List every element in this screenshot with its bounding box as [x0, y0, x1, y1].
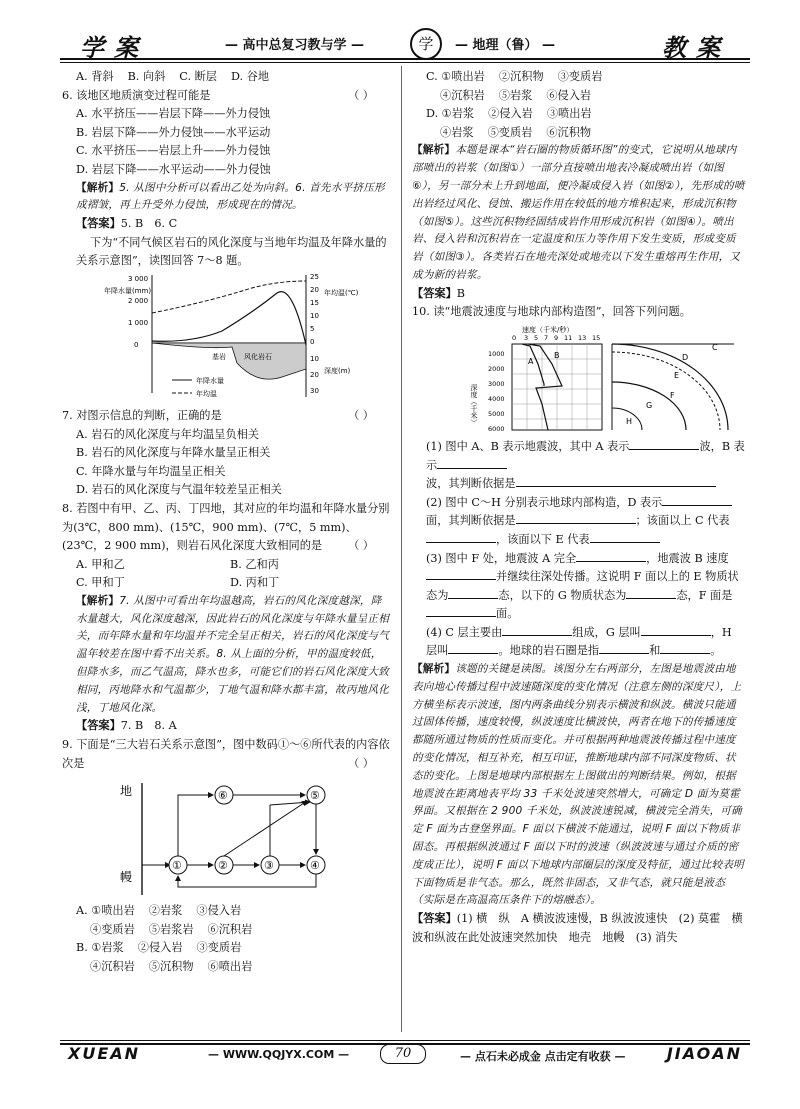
page-header: [60, 28, 750, 64]
q9-option-d-line2: ④岩浆 ⑤变质岩 ⑥沉积物: [440, 125, 592, 139]
q78-analysis: 【解析】7. 从图中可看出年均温越高，岩石的风化深度越深，降水量越大，风化深度越深，因此岩石的风化深度与年降水量呈正相关，而年降水量和年均温并不完全呈正相关，岩石的风化深度与气温年较差在图中看不出关系。8. 从上面的分析，甲的温度较低，但降水多，而乙气温高，降水也多，可能它们的岩石风化深度大致相同，丙地降水和气温都少，丁地气温和降水都丰富，故丙地风化浅，丁地风化深。: [76, 594, 390, 714]
svg-text:3: 3: [524, 333, 529, 342]
q9-option-c-line1: C. ①喷出岩 ②沉积物 ③变质岩: [426, 70, 603, 83]
svg-text:4000: 4000: [488, 394, 505, 403]
svg-text:1 000: 1 000: [128, 318, 149, 327]
svg-text:2 000: 2 000: [128, 296, 149, 305]
speed-axis-title: 速度（千米/秒）: [522, 325, 574, 334]
footer-url: — WWW.QQJYX.COM —: [208, 1048, 350, 1061]
q5-option-c: C. 断层: [179, 70, 217, 83]
q9-option-c-line2: ④沉积岩 ⑤岩浆 ⑥侵入岩: [440, 88, 592, 102]
header-brand-right: 教案: [662, 33, 730, 62]
q5-option-b: B. 向斜: [127, 70, 166, 83]
depth-axis-title-fig3: 深度（千米）: [470, 383, 478, 426]
page-footer: [60, 1040, 750, 1070]
q10-part4: (4) C 层主要由 组成，G 层叫 ，H 层叫 。地球的岩石圈是指 和 。: [426, 625, 732, 658]
header-rule: [60, 58, 750, 60]
q9-answer: 【答案】B: [412, 286, 465, 300]
precip-axis-title: 年降水量(mm): [104, 286, 152, 295]
q8-option-c: C. 甲和丁: [76, 576, 125, 590]
footer-brand-left: XUEAN: [68, 1044, 141, 1063]
q9-option-d-line1: D. ①岩浆 ②侵入岩 ③喷出岩: [426, 107, 592, 121]
header-rule-thin: [60, 62, 750, 63]
layer-label-c: C: [712, 342, 718, 352]
svg-text:0: 0: [134, 340, 139, 349]
svg-text:2000: 2000: [488, 364, 505, 373]
svg-text:6000: 6000: [488, 424, 505, 433]
svg-text:③: ③: [264, 859, 274, 873]
svg-text:20: 20: [310, 370, 319, 379]
svg-text:5000: 5000: [488, 409, 505, 418]
header-subject: — 地理（鲁） —: [455, 38, 556, 53]
q10-part1: (1) 图中 A、B 表示地震波，其中 A 表示 波，B 表示 波，其判断依据是: [426, 439, 745, 491]
svg-text:①: ①: [172, 859, 182, 873]
svg-text:3 000: 3 000: [128, 274, 149, 283]
weathered-label: 风化岩石: [244, 352, 272, 361]
temp-axis-title: 年均温(℃): [324, 288, 359, 297]
svg-text:0: 0: [512, 333, 517, 342]
q7-option-b: B. 岩石的风化深度与年降水量呈正相关: [76, 446, 271, 460]
q10-part3: (3) 图中 F 处，地震波 A 完全 ，地震波 B 速度并继续往深处传播。这说明 F 面以上的 E 物质状态为 态，以下的 G 物质状态为 态，F 面是面。: [426, 551, 739, 621]
svg-text:13: 13: [578, 333, 587, 342]
q5-options: [62, 68, 390, 87]
q56-answer: 【答案】5. B 6. C: [76, 217, 178, 231]
header-series: — 高中总复习教与学 —: [225, 38, 365, 53]
right-column: [412, 68, 746, 947]
precip-curve: [152, 292, 306, 345]
q6-option-b: B. 岩层下降——外力侵蚀——水平运动: [76, 125, 271, 139]
header-brand-left: 学案: [80, 33, 148, 62]
rock-cycle-figure: [62, 775, 390, 900]
q10-stem: 10. 读“地震波速度与地球内部构造图”，回答下列问题。: [412, 305, 691, 319]
weathered-rock-area: [152, 343, 306, 379]
svg-text:0: 0: [310, 337, 315, 346]
q56-analysis: 【解析】5. 从图中分析可以看出乙处为向斜。6. 首先水平挤压形成褶皱，再上升受外力侵蚀，形成现在的情况。: [76, 181, 385, 212]
q10-analysis: 【解析】该题的关键是读图。该图分左右两部分，左图是地震波由地表向地心传播过程中波速随深度的变化情况（注意左侧的深度尺），上方横坐标表示波速，图内两条曲线分别表示横波和纵波。横波只能通过固体传播，速度较慢，纵波速度比横波快，两者在地下的传播速度都随所通过物质的性质而变化。并可根据两种地震波传播过程中速度的变化情况，相互补充，相互印证，推断地球内部不同深度物质、状态的变化。上图是地球内部根据左上图做出的判断结果。例如，根据地震波在距离地表平均 33 千米处波速突然增大，可确定 D 面为莫霍界面。又根据在 2 900 千米处，纵波波速锐减，横波完全消失，可确定 F 面为古登堡界面。F 面以下横波不能通过，说明 F 面以下物质非固态。再根据纵波通过 F 面以下时的波速（纵波波速与通过介质的密度成正比），说明 F 面以下地球内部圈层的深度及特征，通过比较表明下面物质是非气态。那么，既然非固态，又非气态，就只能是液态（实际是在高温高压条件下的熔融态）。: [412, 663, 744, 907]
legend-precip: 年降水量: [196, 376, 224, 385]
svg-text:5: 5: [534, 333, 539, 342]
svg-text:7: 7: [544, 333, 549, 342]
svg-text:④: ④: [310, 859, 320, 873]
svg-text:10: 10: [310, 311, 319, 320]
depth-axis-title: 深度(m): [324, 366, 351, 375]
fig2-label-top: 地: [120, 784, 133, 799]
footer-rule-thin: [60, 1040, 750, 1041]
svg-text:⑤: ⑤: [310, 789, 320, 803]
svg-text:20: 20: [310, 285, 319, 294]
fig2-label-bottom: 幔: [120, 870, 133, 885]
seismic-wave-figure: [412, 324, 746, 436]
q9-option-b-line2: ④沉积岩 ⑤沉积物 ⑥喷出岩: [90, 960, 253, 974]
svg-text:9: 9: [554, 333, 559, 342]
q6-option-a: A. 水平挤压——岩层下降——外力侵蚀: [76, 107, 271, 121]
bedrock-label: 基岩: [212, 352, 226, 361]
svg-text:1000: 1000: [488, 349, 505, 358]
temp-curve: [152, 281, 306, 313]
q7-option-a: A. 岩石的风化深度与年均温呈负相关: [76, 427, 260, 441]
svg-text:30: 30: [310, 386, 319, 395]
q8-stem: 8. 若图中有甲、乙、丙、丁四地，其对应的年均温和年降水量分别为(3℃，800 mm)、(15℃，900 mm)、(7℃，5 mm)、(23℃，2 900 mm)，则岩石风化深度大致相同的是 （ ）: [62, 501, 390, 553]
q6-option-c: C. 水平挤压——岩层上升——外力侵蚀: [76, 144, 271, 158]
svg-text:11: 11: [564, 333, 573, 342]
left-column: [62, 68, 390, 977]
q7-option-c: C. 年降水量与年均温呈正相关: [76, 464, 226, 478]
layer-label-e: E: [674, 370, 680, 380]
q9-stem: 9. 下面是“三大岩石关系示意图”，图中数码①～⑥所代表的内容依次是 （ ）: [62, 738, 390, 770]
q8-option-b: B. 乙和丙: [230, 557, 279, 571]
svg-text:②: ②: [218, 859, 228, 873]
q9-option-a-line2: ④变质岩 ⑤岩浆岩 ⑥沉积岩: [90, 922, 253, 936]
svg-text:10: 10: [310, 354, 319, 363]
q6-option-d: D. 岩层下降——水平运动——外力侵蚀: [76, 162, 271, 176]
layer-label-d: D: [682, 352, 689, 362]
q9-option-b-line1: B. ①岩浆 ②侵入岩 ③变质岩: [76, 941, 242, 955]
layer-label-h: H: [626, 416, 633, 426]
footer-brand-right: JIAOAN: [666, 1044, 742, 1063]
footer-motto: — 点石未必成金 点击定有收获 —: [460, 1050, 626, 1063]
svg-text:⑥: ⑥: [218, 789, 228, 803]
q7-stem: 7. 对图示信息的判断，正确的是 （ ）: [62, 408, 374, 422]
q6-stem: 6. 该地区地质演变过程可能是 （ ）: [62, 88, 374, 102]
weathering-figure: [62, 273, 390, 405]
wave-label-a: A: [528, 356, 534, 366]
svg-text:3000: 3000: [488, 379, 505, 388]
q8-options-cd: [62, 574, 390, 593]
legend-temp: 年均温: [196, 389, 217, 398]
layer-label-g: G: [646, 400, 653, 410]
q5-option-a: A. 背斜: [76, 70, 114, 83]
q7-option-d: D. 岩石的风化深度与气温年较差呈正相关: [76, 483, 282, 497]
column-divider: [401, 66, 402, 1032]
q78-intro: 下为“不同气候区岩石的风化深度与当地年均温及年降水量的关系示意图”，读图回答 7～8 题。: [76, 235, 387, 268]
q8-options-ab: [62, 556, 390, 575]
q9-analysis: 【解析】本题是课本“岩石圈的物质循环图”的变式，它说明从地球内部喷出的岩浆（如图①）一部分直接喷出地表冷凝成喷出岩（如图⑥），另一部分未上升到地面，便冷凝成侵入岩（如图②），先形成的喷出岩经过风化、侵蚀、搬运作用在较低的地方堆积起来，形成沉积物（如图⑤）。这些沉积物经固结成岩作用形成沉积岩（如图④）。喷出岩、侵入岩和沉积岩在一定温度和压力等作用下发生变质，形成变质岩（如图③）。各类岩石在地壳深处或地壳以下发生重熔再生作用，又成为新的岩浆。: [412, 144, 745, 281]
q9-option-a-line1: A. ①喷出岩 ②岩浆 ③侵入岩: [76, 904, 242, 918]
svg-text:15: 15: [592, 333, 601, 342]
wave-label-b: B: [554, 350, 560, 360]
svg-text:5: 5: [310, 324, 315, 333]
q10-part2: (2) 图中 C～H 分别表示地球内部构造，D 表示面，其判断依据是 ；该面以上 C 代表，该面以下 E 代表: [412, 494, 746, 550]
q10-answer: 【答案】(1) 横 纵 A 横波波速慢，B 纵波波速快 (2) 莫霍 横波和纵波在此处波速突然加快 地壳 地幔 (3) 消失: [412, 912, 743, 944]
page-number: 70: [380, 1044, 426, 1064]
q5-option-d: D. 谷地: [230, 70, 270, 83]
svg-text:25: 25: [310, 272, 319, 281]
q78-answer: 【答案】7. B 8. A: [76, 719, 177, 733]
q8-option-a: A. 甲和乙: [76, 557, 125, 571]
svg-text:15: 15: [310, 298, 319, 307]
layer-label-f: F: [670, 390, 675, 400]
q8-option-d: D. 丙和丁: [230, 576, 280, 590]
publisher-logo-icon: 学: [410, 28, 442, 60]
